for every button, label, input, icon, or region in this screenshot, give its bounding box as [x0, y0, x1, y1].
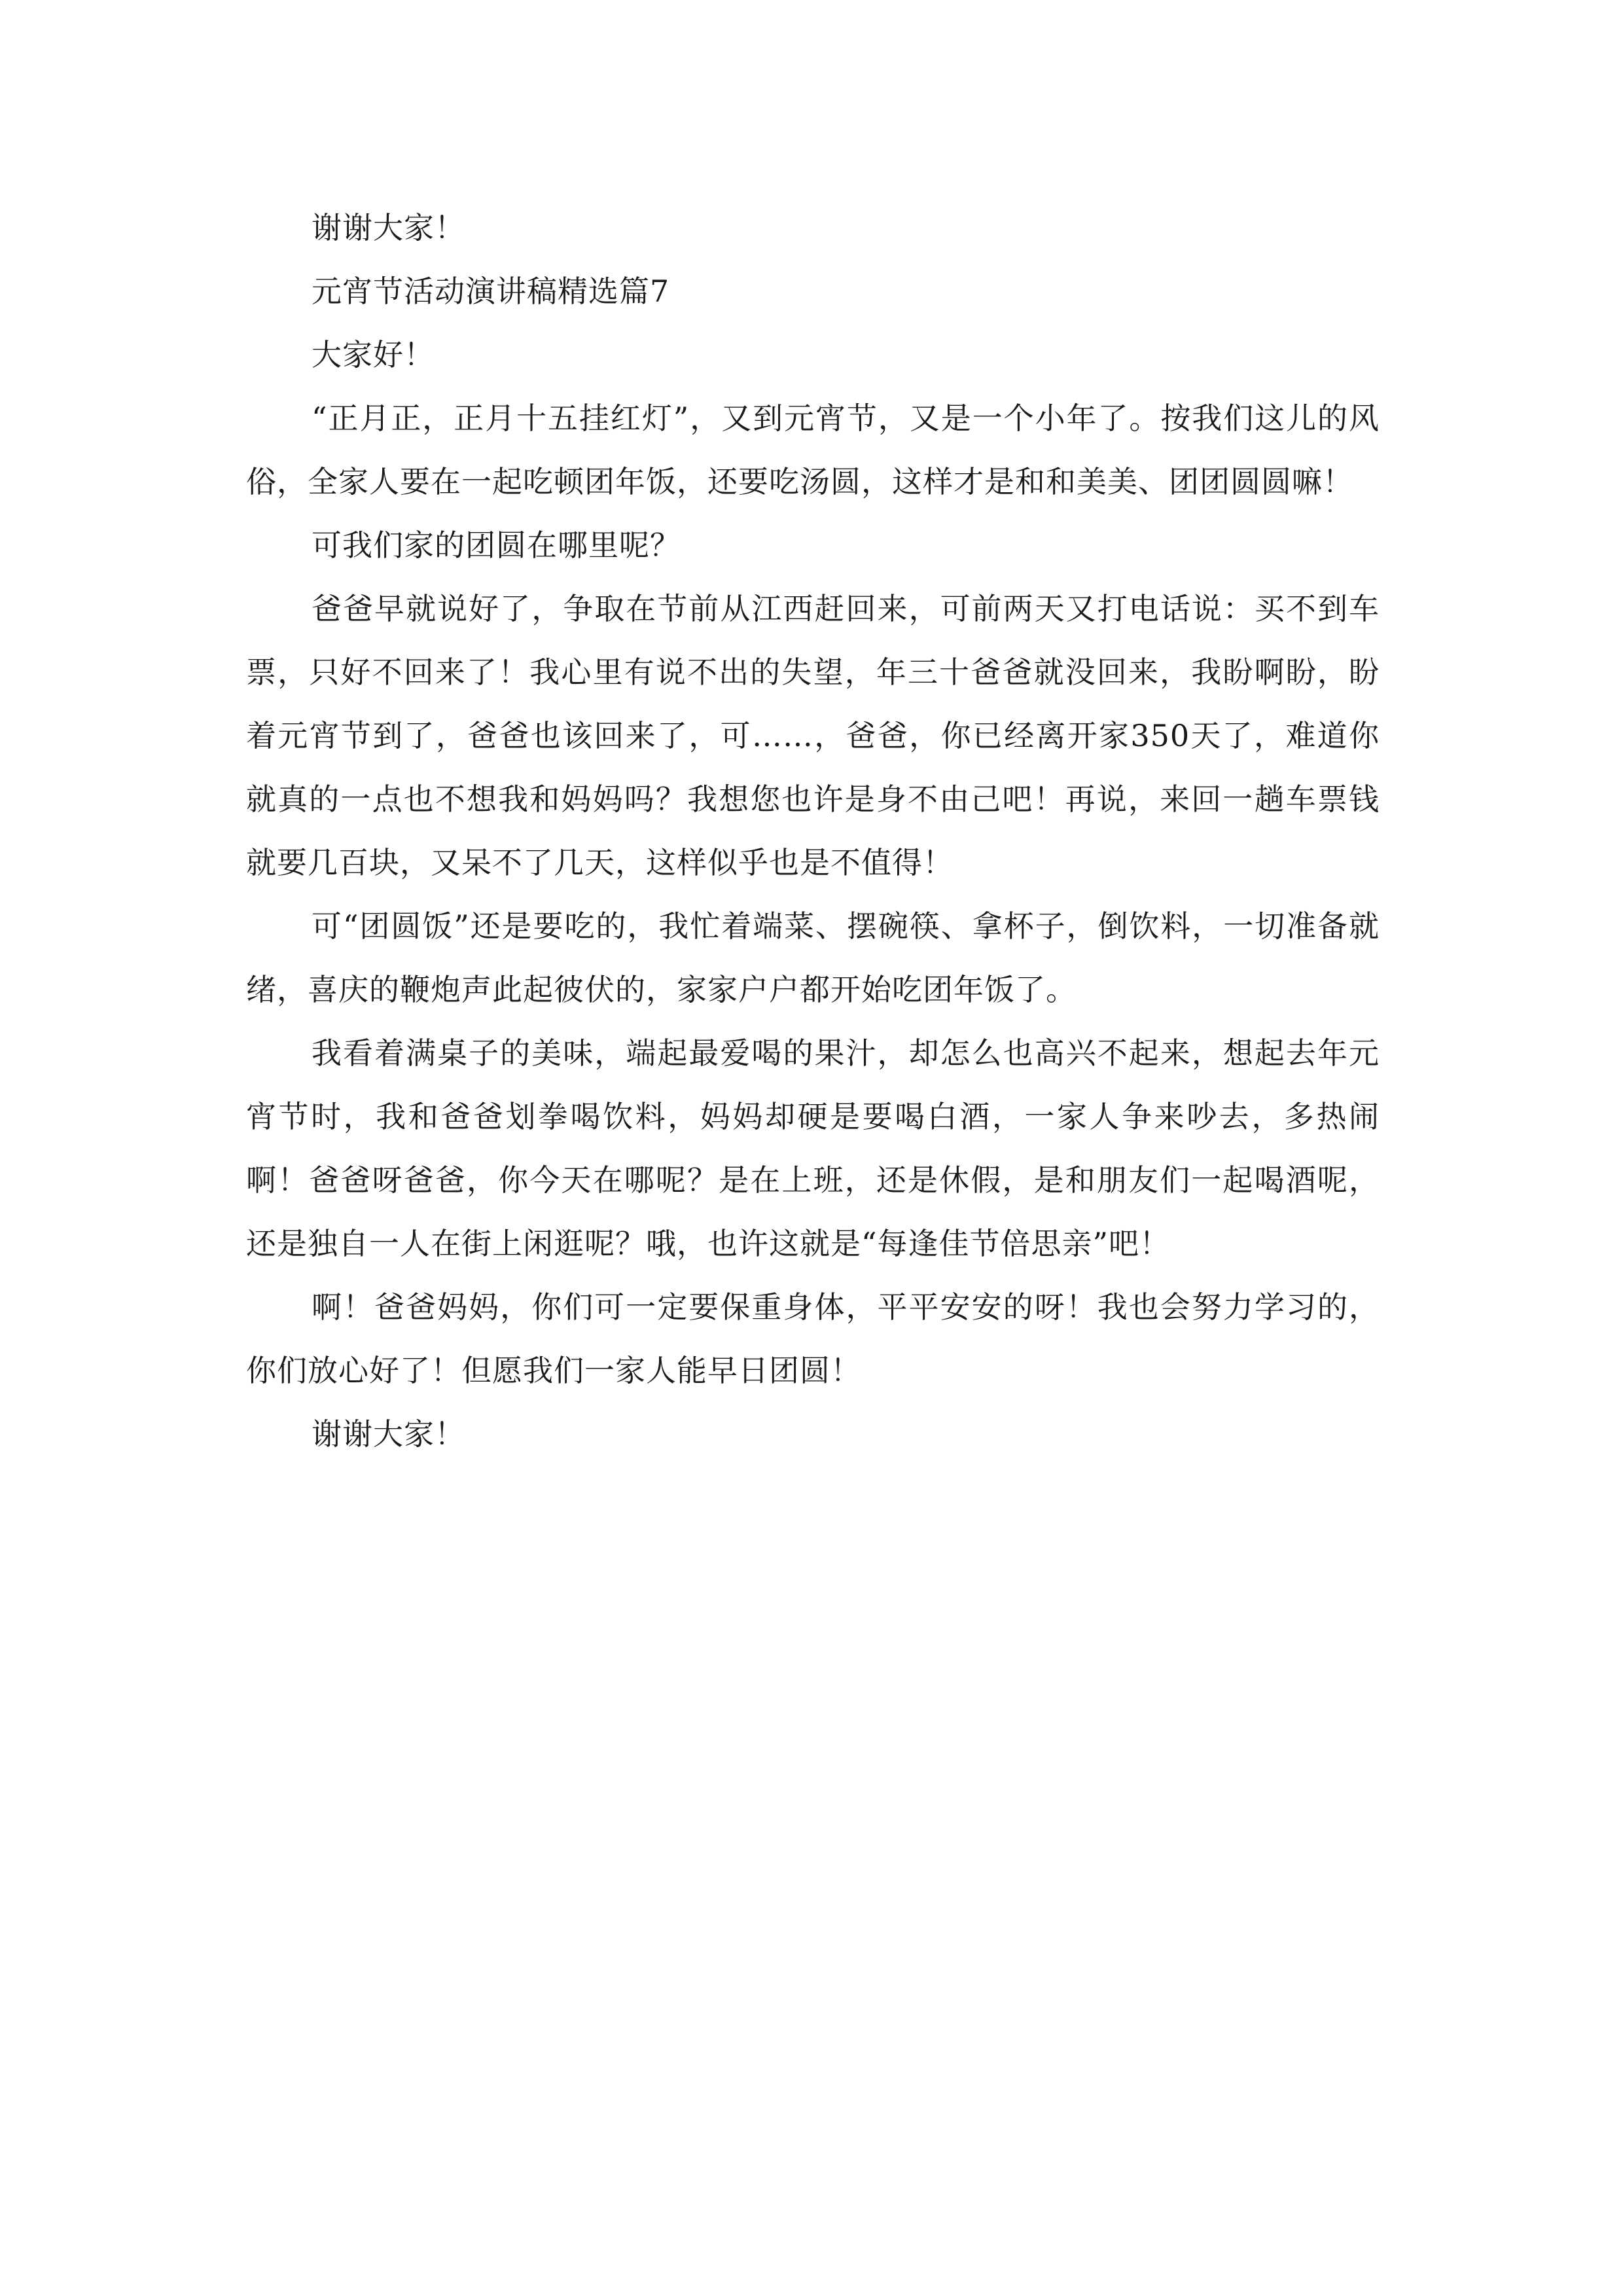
paragraph: “正月正，正月十五挂红灯”，又到元宵节，又是一个小年了。按我们这儿的风俗，全家人要在一起吃顿团年饭，还要吃汤圆，这样才是和和美美、团团圆圆嘛！: [246, 401, 1380, 499]
paragraph: 爸爸早就说好了，争取在节前从江西赶回来，可前两天又打电话说：买不到车票，只好不回来了！我心里有说不出的失望，年三十爸爸就没回来，我盼啊盼，盼着元宵节到了，爸爸也该回来了，可……，爸爸，你已经离开家350天了，难道你就真的一点也不想我和妈妈吗？我想您也许是身不由己吧！再说，来回一趟车票钱就要几百块，又呆不了几天，这样似乎也是不值得！: [246, 591, 1380, 880]
paragraph: 我看着满桌子的美味，端起最爱喝的果汁，却怎么也高兴不起来，想起去年元宵节时，我和爸爸划拳喝饮料，妈妈却硬是要喝白酒，一家人争来吵去，多热闹啊！爸爸呀爸爸，你今天在哪呢？是在上班，还是休假，是和朋友们一起喝酒呢，还是独自一人在街上闲逛呢？哦，也许这就是“每逢佳节倍思亲”吧！: [246, 1035, 1380, 1261]
paragraph: 可“团圆饭”还是要吃的，我忙着端菜、摆碗筷、拿杯子，倒饮料，一切准备就绪，喜庆的鞭炮声此起彼伏的，家家户户都开始吃团年饭了。: [246, 908, 1380, 1007]
closing-thanks: 谢谢大家！: [312, 1416, 465, 1452]
greeting: 大家好！: [312, 337, 435, 372]
closing-thanks: 谢谢大家！: [312, 210, 465, 245]
paragraph: 可我们家的团圆在哪里呢？: [312, 528, 681, 563]
section-title: 元宵节活动演讲稿精选篇7: [312, 274, 670, 309]
document-body: [246, 196, 1380, 1466]
paragraph: 啊！爸爸妈妈，你们可一定要保重身体，平平安安的呀！我也会努力学习的，你们放心好了！但愿我们一家人能早日团圆！: [246, 1289, 1380, 1388]
